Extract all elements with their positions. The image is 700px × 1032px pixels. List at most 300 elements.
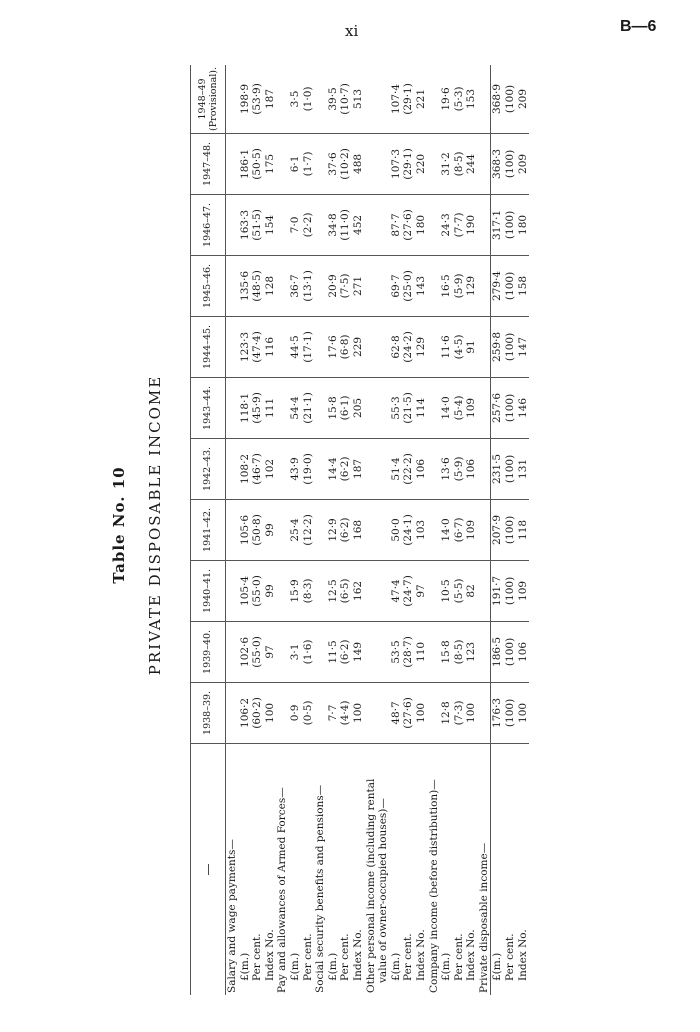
page-code: B—6 [620,18,657,35]
value-cell: 128 [264,255,277,316]
value-cell: 44·5 [289,316,302,377]
empty-cell [314,255,327,316]
empty-cell [365,682,378,743]
value-cell: 368·3 [491,133,504,194]
row-label-text: Per cent. [339,933,352,981]
value-cell: 131 [517,438,530,499]
value-cell: 105·4 [239,560,252,621]
empty-cell [428,316,441,377]
value-cell: 123·3 [239,316,252,377]
row-label [264,743,277,995]
table-header-row [191,65,226,995]
value-cell: 279·4 [491,255,504,316]
value-cell: 39·5 [327,65,340,133]
value-cell: 102·6 [239,621,252,682]
page-number: xi [345,22,359,40]
empty-cell [428,499,441,560]
value-cell: 7·7 [327,682,340,743]
row-label-text: Per cent. [452,933,465,981]
value-cell: 190 [465,194,478,255]
row-label [390,743,403,995]
value-cell: 34·8 [327,194,340,255]
empty-cell [314,377,327,438]
empty-cell [226,560,239,621]
value-cell: 205 [352,377,365,438]
column-header-8: 1946–47. [191,194,226,255]
row-label-text: £(m.) [326,952,339,981]
row-label [465,743,478,995]
value-cell: 100 [264,682,277,743]
value-cell: (5·3) [453,65,466,133]
value-cell: 209 [517,65,530,133]
table-row [504,65,517,995]
value-cell: (22·2) [402,438,415,499]
table-row [402,65,415,995]
group-title-row [276,65,289,995]
row-label [352,743,365,995]
empty-cell [478,255,491,316]
group-title-row [377,65,390,995]
empty-cell [377,438,390,499]
value-cell: 271 [352,255,365,316]
group-title-row [314,65,327,995]
empty-cell [365,560,378,621]
empty-cell [314,133,327,194]
row-label-text: Per cent. [402,933,415,981]
empty-cell [226,682,239,743]
empty-cell [377,255,390,316]
empty-cell [276,438,289,499]
empty-cell [428,438,441,499]
empty-cell [314,682,327,743]
value-cell: 129 [415,316,428,377]
value-cell: 12·5 [327,560,340,621]
value-cell: 109 [465,499,478,560]
empty-cell [276,316,289,377]
row-label [339,743,352,995]
value-cell: (8·5) [453,133,466,194]
row-label [415,743,428,995]
empty-cell [226,194,239,255]
row-label-text: Index No. [351,929,364,981]
value-cell: 53·5 [390,621,403,682]
empty-cell [276,499,289,560]
value-cell: 0·9 [289,682,302,743]
value-cell: 123 [465,621,478,682]
empty-cell [226,255,239,316]
value-cell: 100 [352,682,365,743]
value-cell: (6·7) [453,499,466,560]
table-row [415,65,428,995]
value-cell: (2·2) [302,194,315,255]
value-cell: (55·0) [251,560,264,621]
group-title: Pay and allowances of Armed Forces— [276,787,289,993]
row-label [440,743,453,995]
value-cell: (100) [504,316,517,377]
value-cell: 106 [517,621,530,682]
value-cell: 118 [517,499,530,560]
value-cell: 15·9 [289,560,302,621]
empty-cell [478,65,491,133]
value-cell: 198·9 [239,65,252,133]
value-cell: (17·1) [302,316,315,377]
value-cell: 97 [415,560,428,621]
empty-cell [226,377,239,438]
empty-cell [377,194,390,255]
value-cell: 175 [264,133,277,194]
value-cell: 118·1 [239,377,252,438]
empty-cell [478,560,491,621]
group-title-row [226,65,239,995]
value-cell: 153 [465,65,478,133]
value-cell: 317·1 [491,194,504,255]
empty-cell [226,65,239,133]
value-cell: 149 [352,621,365,682]
value-cell: 106·2 [239,682,252,743]
value-cell: (100) [504,560,517,621]
empty-cell [226,316,239,377]
row-label [517,743,530,995]
value-cell: 10·5 [440,560,453,621]
value-cell: 87·7 [390,194,403,255]
row-label-text: £(m.) [491,952,504,981]
table-row [264,65,277,995]
row-label-text: Index No. [414,929,427,981]
value-cell: (24·7) [402,560,415,621]
table-row [352,65,365,995]
empty-cell [276,560,289,621]
row-label-text: £(m.) [288,952,301,981]
table-body [226,65,530,995]
value-cell: (1·0) [302,65,315,133]
row-label-text: £(m.) [389,952,402,981]
value-cell: (50·5) [251,133,264,194]
value-cell: (8·5) [453,621,466,682]
value-cell: (27·6) [402,682,415,743]
value-cell: 37·6 [327,133,340,194]
value-cell: (55·0) [251,621,264,682]
value-cell: 105·6 [239,499,252,560]
empty-cell [226,133,239,194]
column-header-4: 1942–43. [191,438,226,499]
value-cell: 11·6 [440,316,453,377]
value-cell: (1·7) [302,133,315,194]
row-label [327,743,340,995]
group-title: Private disposable income— [477,842,490,993]
value-cell: (100) [504,621,517,682]
value-cell: 48·7 [390,682,403,743]
value-cell: 220 [415,133,428,194]
value-cell: (8·3) [302,560,315,621]
empty-cell [478,438,491,499]
value-cell: (25·0) [402,255,415,316]
empty-cell [226,499,239,560]
value-cell: (100) [504,682,517,743]
group-title-row [428,65,441,995]
group-title-row [365,65,378,995]
value-cell: 187 [264,65,277,133]
stub-header: — [191,743,226,995]
row-label [239,743,252,995]
row-label-text: Index No. [263,929,276,981]
table-row [339,65,352,995]
value-cell: (5·9) [453,255,466,316]
value-cell: 231·5 [491,438,504,499]
rotated-table-block [110,55,590,995]
empty-cell [226,621,239,682]
value-cell: (27·6) [402,194,415,255]
value-cell: 513 [352,65,365,133]
empty-cell [428,133,441,194]
value-cell: (6·1) [339,377,352,438]
value-cell: 109 [517,560,530,621]
value-cell: (12·2) [302,499,315,560]
group-title-row [478,65,491,995]
value-cell: 452 [352,194,365,255]
value-cell: (46·7) [251,438,264,499]
value-cell: 43·9 [289,438,302,499]
value-cell: 15·8 [327,377,340,438]
value-cell: 62·8 [390,316,403,377]
row-label-text: Per cent. [251,933,264,981]
value-cell: (7·3) [453,682,466,743]
empty-cell [377,621,390,682]
empty-cell [365,377,378,438]
empty-cell [276,194,289,255]
value-cell: 54·4 [289,377,302,438]
value-cell: 82 [465,560,478,621]
group-title-continued: value of owner-occupied houses)— [377,798,390,983]
column-header-6: 1944–45. [191,316,226,377]
row-label [289,743,302,995]
table-row [440,65,453,995]
table-row [465,65,478,995]
value-cell: (29·1) [402,133,415,194]
value-cell: 257·6 [491,377,504,438]
row-label-text: £(m.) [238,952,251,981]
value-cell: (100) [504,377,517,438]
value-cell: (29·1) [402,65,415,133]
group-title: Social security benefits and pensions— [314,784,327,993]
value-cell: 209 [517,133,530,194]
row-label [402,743,415,995]
value-cell: (5·9) [453,438,466,499]
column-header-2: 1940–41. [191,560,226,621]
empty-cell [478,133,491,194]
value-cell: (100) [504,438,517,499]
column-header-10: 1948–49 (Provisional). [191,65,226,133]
empty-cell [314,316,327,377]
table-row [390,65,403,995]
empty-cell [428,65,441,133]
empty-cell [276,65,289,133]
empty-cell [377,316,390,377]
value-cell: 17·6 [327,316,340,377]
value-cell: 147 [517,316,530,377]
empty-cell [365,255,378,316]
value-cell: 100 [465,682,478,743]
value-cell: (45·9) [251,377,264,438]
value-cell: 12·8 [440,682,453,743]
value-cell: 15·8 [440,621,453,682]
value-cell: 107·4 [390,65,403,133]
value-cell: (4·4) [339,682,352,743]
value-cell: (100) [504,133,517,194]
value-cell: 109 [465,377,478,438]
empty-cell [428,682,441,743]
value-cell: 114 [415,377,428,438]
value-cell: (0·5) [302,682,315,743]
empty-cell [276,133,289,194]
empty-cell [478,499,491,560]
table-title: PRIVATE DISPOSABLE INCOME [146,374,164,676]
value-cell: 259·8 [491,316,504,377]
value-cell: 180 [517,194,530,255]
value-cell: 176·3 [491,682,504,743]
value-cell: 146 [517,377,530,438]
group-title: Company income (before distribution)— [427,779,440,993]
row-label-text: £(m.) [440,952,453,981]
value-cell: 180 [415,194,428,255]
empty-cell [478,194,491,255]
value-cell: 111 [264,377,277,438]
value-cell: (60·2) [251,682,264,743]
empty-cell [276,621,289,682]
value-cell: (5·4) [453,377,466,438]
value-cell: 20·9 [327,255,340,316]
empty-cell [314,560,327,621]
column-header-7: 1945–46. [191,255,226,316]
value-cell: (24·2) [402,316,415,377]
value-cell: (10·2) [339,133,352,194]
table-number: Table No. 10 [110,466,128,584]
value-cell: 221 [415,65,428,133]
value-cell: 14·4 [327,438,340,499]
empty-cell [478,682,491,743]
value-cell: (48·5) [251,255,264,316]
value-cell: 191·7 [491,560,504,621]
empty-cell [365,133,378,194]
value-cell: (6·2) [339,438,352,499]
value-cell: 6·1 [289,133,302,194]
value-cell: 14·0 [440,499,453,560]
value-cell: 3·1 [289,621,302,682]
empty-cell [428,377,441,438]
table-row [251,65,264,995]
empty-cell [276,377,289,438]
row-label [251,743,264,995]
value-cell: (100) [504,65,517,133]
value-cell: 143 [415,255,428,316]
empty-cell [365,438,378,499]
value-cell: (5·5) [453,560,466,621]
empty-cell [365,65,378,133]
value-cell: (21·5) [402,377,415,438]
empty-cell [314,194,327,255]
table-row [491,65,504,995]
value-cell: (19·0) [302,438,315,499]
value-cell: 116 [264,316,277,377]
value-cell: 13·6 [440,438,453,499]
value-cell: (28·7) [402,621,415,682]
value-cell: (7·5) [339,255,352,316]
empty-cell [377,377,390,438]
value-cell: 19·6 [440,65,453,133]
empty-cell [428,560,441,621]
value-cell: (10·7) [339,65,352,133]
value-cell: (100) [504,499,517,560]
row-label [302,743,315,995]
table-row [453,65,466,995]
value-cell: 51·4 [390,438,403,499]
value-cell: 135·6 [239,255,252,316]
value-cell: 106 [415,438,428,499]
value-cell: 91 [465,316,478,377]
value-cell: 129 [465,255,478,316]
value-cell: (13·1) [302,255,315,316]
empty-cell [314,65,327,133]
empty-cell [365,499,378,560]
value-cell: 100 [517,682,530,743]
column-header-5: 1943–44. [191,377,226,438]
row-label [453,743,466,995]
value-cell: 25·4 [289,499,302,560]
empty-cell [377,682,390,743]
value-cell: 368·9 [491,65,504,133]
empty-cell [314,621,327,682]
empty-cell [428,255,441,316]
value-cell: (7·7) [453,194,466,255]
empty-cell [428,194,441,255]
empty-cell [428,621,441,682]
empty-cell [276,682,289,743]
value-cell: 154 [264,194,277,255]
value-cell: 50·0 [390,499,403,560]
value-cell: 244 [465,133,478,194]
value-cell: (51·5) [251,194,264,255]
row-label-text: Per cent. [301,933,314,981]
column-header-3: 1941–42. [191,499,226,560]
empty-cell [377,499,390,560]
value-cell: (11·0) [339,194,352,255]
income-table [190,65,529,995]
value-cell: (6·5) [339,560,352,621]
table-row [302,65,315,995]
row-label-text: Index No. [465,929,478,981]
table-row [517,65,530,995]
value-cell: 488 [352,133,365,194]
column-header-0: 1938–39. [191,682,226,743]
value-cell: 47·4 [390,560,403,621]
value-cell: 108·2 [239,438,252,499]
empty-cell [314,499,327,560]
value-cell: 103 [415,499,428,560]
value-cell: 99 [264,560,277,621]
value-cell: 158 [517,255,530,316]
value-cell: 168 [352,499,365,560]
column-header-1: 1939–40. [191,621,226,682]
value-cell: 97 [264,621,277,682]
value-cell: 31·2 [440,133,453,194]
row-label-text: Index No. [516,929,529,981]
value-cell: 106 [465,438,478,499]
value-cell: 99 [264,499,277,560]
table-row [327,65,340,995]
value-cell: 100 [415,682,428,743]
value-cell: 229 [352,316,365,377]
value-cell: (21·1) [302,377,315,438]
value-cell: 12·9 [327,499,340,560]
